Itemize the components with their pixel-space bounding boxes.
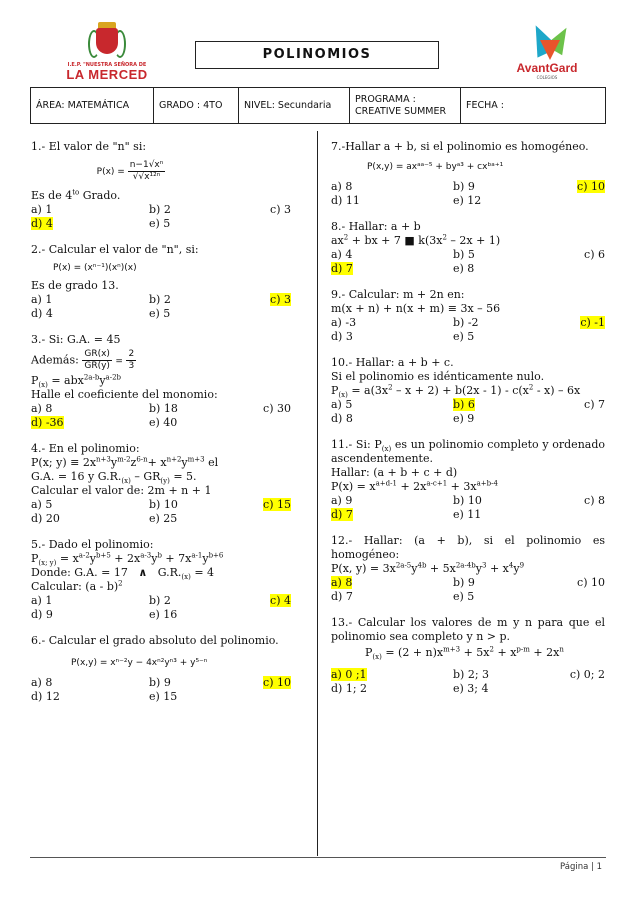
q1-formula-lhs: P(x) = <box>96 167 125 177</box>
school-name: LA MERCED <box>66 67 148 82</box>
q3-frac-eq: = <box>115 356 123 367</box>
q8-option-b: b) 5 <box>453 248 475 261</box>
q7-option-c: c) 10 <box>577 180 605 193</box>
q11-option-e: e) 11 <box>453 508 482 521</box>
q11-option-c: c) 8 <box>584 494 605 507</box>
page-title: POLINOMIOS <box>262 47 372 62</box>
q1-option-e: e) 5 <box>149 217 171 230</box>
q2-text: Es de grado 13. <box>31 279 119 292</box>
q12-option-e: e) 5 <box>453 590 475 603</box>
q2-option-c: c) 3 <box>270 293 291 306</box>
q3-statement: 3.- Si: G.A. = 45 <box>31 333 121 346</box>
q5-text: Donde: G.A. = 17 ∧ $G.R._{(x)} = 4$ <box>31 566 215 582</box>
q7-options <box>331 180 605 208</box>
q1-statement: 1.- El valor de "n" si: <box>31 140 147 153</box>
q13-option-d: d) 1; 2 <box>331 682 368 695</box>
q8-option-a: a) 4 <box>331 248 353 261</box>
q3-options <box>31 402 291 430</box>
q1-option-d: d) 4 <box>31 217 53 230</box>
q12-statement: 12.- Hallar: (a + b), si el polinomio es homogéneo: <box>331 534 605 561</box>
school-logo <box>52 20 162 86</box>
q11-text2: $P(x) = x^{a+d-1} + 2x^{a-c+1} + 3x^{a+b-4}$ <box>331 479 498 493</box>
q9-option-a: a) -3 <box>331 316 357 329</box>
q7-formula: P(x,y) = axᵃᵃ⁻⁵ + byᵃ³ + cxᵇᵃ⁺¹ <box>367 162 504 172</box>
q6-options <box>31 676 291 704</box>
q12-options <box>331 576 605 604</box>
q1-option-b: b) 2 <box>149 203 171 216</box>
q10-options <box>331 398 605 426</box>
q4-text: G.A. = 16 y $G.R._{(x)} - GR_{(y)} = 5$. <box>31 470 197 486</box>
q5-option-b: b) 2 <box>149 594 171 607</box>
q7-option-a: a) 8 <box>331 180 353 193</box>
q3-ademas: Además: <box>31 353 79 367</box>
question-4 <box>31 442 291 526</box>
q2-option-e: e) 5 <box>149 307 171 320</box>
q1-text: Es de $4^{to}$ Grado. <box>31 188 121 202</box>
q3-fraction-value <box>126 349 136 372</box>
q12-option-d: d) 7 <box>331 590 353 603</box>
question-1 <box>31 140 291 231</box>
q13-option-c: c) 0; 2 <box>569 668 605 681</box>
q3-option-c: c) 30 <box>263 402 291 415</box>
q10-statement: 10.- Hallar: a + b + c. <box>331 356 454 369</box>
q5-statement: 5.- Dado el polinomio: <box>31 538 154 551</box>
q1-option-a: a) 1 <box>31 203 53 216</box>
question-9 <box>331 288 605 344</box>
q2-option-d: d) 4 <box>31 307 53 320</box>
q2-option-a: a) 1 <box>31 293 53 306</box>
q1-frac-den: √√x¹²ⁿ <box>132 172 161 182</box>
question-11 <box>331 438 605 522</box>
q4-options <box>31 498 291 526</box>
q5-options <box>31 594 291 622</box>
q8-statement: 8.- Hallar: a + b <box>331 220 421 233</box>
q5-option-c: c) 4 <box>270 594 291 607</box>
question-8 <box>331 220 605 276</box>
question-10 <box>331 356 605 426</box>
q5-text2: Calcular: (a - b)$^2$ <box>31 579 123 593</box>
q11-options <box>331 494 605 522</box>
q12-text: P(x, $y) = 3x^{2a-5}y^{4b} + 5x^{2a-4b}y^3 + x^4y^9$ <box>331 561 525 575</box>
q9-option-b: b) -2 <box>453 316 479 329</box>
q9-option-c: c) -1 <box>580 316 605 329</box>
crest-icon <box>88 20 126 60</box>
q6-option-c: c) 10 <box>263 676 291 689</box>
fecha-cell: FECHA : <box>461 88 606 124</box>
q3-val-den: 3 <box>128 361 135 371</box>
q1-fraction <box>128 160 166 183</box>
q10-option-a: a) 5 <box>331 398 353 411</box>
q13-statement: 13.- Calcular los valores de m y n para que el polinomio sea completo y n > p. <box>331 616 605 643</box>
q11-text: Hallar: (a + b + c + d) <box>331 466 458 479</box>
q3-frac-num: GR(x) <box>84 349 110 359</box>
q2-options <box>31 293 291 321</box>
q6-statement: 6.- Calcular el grado absoluto del polinomio. <box>31 634 279 647</box>
brand-name: AvantGard <box>516 61 578 75</box>
q7-option-b: b) 9 <box>453 180 475 193</box>
brand-sub: COLEGIOS <box>536 75 558 80</box>
programa-cell <box>350 88 461 124</box>
q5-option-a: a) 1 <box>31 594 53 607</box>
q13-option-b: b) 2; 3 <box>453 668 490 681</box>
question-12 <box>331 534 605 604</box>
q2-option-b: b) 2 <box>149 293 171 306</box>
info-table <box>30 87 606 124</box>
question-2 <box>31 243 291 321</box>
q10-text2: $P_{(x)} = a(3x^2 - x + 2) + b(2x - 1) - c(x^2 - x) - 6x$ <box>331 383 581 400</box>
q11-option-d: d) 7 <box>331 508 353 521</box>
q6-option-b: b) 9 <box>149 676 171 689</box>
q7-option-d: d) 11 <box>331 194 360 207</box>
title-box <box>195 41 439 69</box>
q2-statement: 2.- Calcular el valor de "n", si: <box>31 243 199 256</box>
q8-option-d: d) 7 <box>331 262 353 275</box>
grado-cell: GRADO : 4TO <box>154 88 239 124</box>
q5-poly: $P_{(x; y)} = x^{a-2}y^{b+5} + 2x^{a-3}y^b + 7x^{a-1}y^{b+6}$ <box>31 551 224 568</box>
area-cell: ÁREA: MATEMÁTICA <box>31 88 154 124</box>
q4-poly: P(x; $y) \equiv 2x^{n+3}y^{m-2}z^{6-n}+ x^{n+2}y^{m+3}$ el <box>31 455 219 469</box>
q7-statement: 7.-Hallar a + b, si el polinomio es homogéneo. <box>331 140 589 153</box>
q3-option-d: d) -36 <box>31 416 64 429</box>
q6-option-e: e) 15 <box>149 690 178 703</box>
left-column <box>31 140 291 716</box>
q8-text: $ax^2$ + bx + 7 ■ $k(3x^2 - 2x + 1)$ <box>331 233 501 247</box>
q12-option-a: a) 8 <box>331 576 353 589</box>
q13-option-e: e) 3; 4 <box>453 682 489 695</box>
q9-option-e: e) 5 <box>453 330 475 343</box>
q3-val-num: 2 <box>128 349 135 359</box>
q10-option-b: b) 6 <box>453 398 475 411</box>
q9-text: m(x + n) + n(x + m) ≡ 3x – 56 <box>331 302 501 315</box>
q6-option-a: a) 8 <box>31 676 53 689</box>
q6-option-d: d) 12 <box>31 690 60 703</box>
q1-frac-num: n−1√xⁿ <box>129 160 164 170</box>
q4-option-a: a) 5 <box>31 498 53 511</box>
column-divider <box>317 131 318 856</box>
q7-option-e: e) 12 <box>453 194 482 207</box>
q5-option-d: d) 9 <box>31 608 53 621</box>
q12-option-b: b) 9 <box>453 576 475 589</box>
q10-option-d: d) 8 <box>331 412 353 425</box>
question-6 <box>31 634 291 704</box>
q10-option-e: e) 9 <box>453 412 475 425</box>
q3-text: Halle el coeficiente del monomio: <box>31 388 218 401</box>
q3-frac-den: GR(y) <box>84 361 110 371</box>
q1-option-c: c) 3 <box>270 203 291 216</box>
q12-option-c: c) 10 <box>577 576 605 589</box>
nivel-cell: NIVEL: Secundaria <box>239 88 350 124</box>
school-name-small: I.E.P. "NUESTRA SEÑORA DE <box>67 62 147 68</box>
q1-formula <box>31 160 291 183</box>
q9-options <box>331 316 605 344</box>
q3-poly: $P_{(x)} = abx^{2a-b}y^{a-2b}$ <box>31 373 122 390</box>
q1-options <box>31 203 291 231</box>
question-13 <box>331 616 605 696</box>
q6-formula: P(x,y) = xⁿ⁻²y − 4xⁿ²yⁿ³ + y⁵⁻ⁿ <box>71 658 208 668</box>
q11-statement: 11.- Si: $P_{(x)}$ es un polinomio completo y ordenado ascendentemente. <box>331 438 605 465</box>
q3-ratio <box>31 349 291 372</box>
q13-text: $P_{(x)} = (2 + n)x^{m+3} + 5x^2 + x^{p-m} + 2x^n$ <box>365 645 564 662</box>
q8-option-c: c) 6 <box>584 248 605 261</box>
q4-option-c: c) 15 <box>263 498 291 511</box>
question-3 <box>31 333 291 430</box>
q4-option-e: e) 25 <box>149 512 178 525</box>
q8-options <box>331 248 605 276</box>
q10-text: Si el polinomio es idénticamente nulo. <box>331 370 545 383</box>
brand-logo <box>502 22 592 88</box>
q11-option-b: b) 10 <box>453 494 482 507</box>
programa-label: PROGRAMA : <box>355 93 416 105</box>
q3-fraction <box>82 349 112 372</box>
q4-statement: 4.- En el polinomio: <box>31 442 140 455</box>
programa-value: CREATIVE SUMMER <box>355 105 447 117</box>
q11-option-a: a) 9 <box>331 494 353 507</box>
q4-option-b: b) 10 <box>149 498 178 511</box>
page-number: Página | 1 <box>560 862 602 872</box>
q3-option-a: a) 8 <box>31 402 53 415</box>
q3-option-b: b) 18 <box>149 402 178 415</box>
q4-option-d: d) 20 <box>31 512 60 525</box>
question-7 <box>331 140 605 208</box>
q4-text2: Calcular el valor de: 2m + n + 1 <box>31 484 212 497</box>
question-5 <box>31 538 291 622</box>
q3-option-e: e) 40 <box>149 416 178 429</box>
q10-option-c: c) 7 <box>584 398 605 411</box>
footer-divider <box>30 857 606 858</box>
q13-options <box>331 668 605 696</box>
q9-option-d: d) 3 <box>331 330 353 343</box>
right-column <box>331 140 605 708</box>
q13-option-a: a) 0 ;1 <box>331 668 367 681</box>
q8-option-e: e) 8 <box>453 262 475 275</box>
q9-statement: 9.- Calcular: m + 2n en: <box>331 288 465 301</box>
q2-formula: P(x) = (xⁿ⁻¹)(xⁿ)(x) <box>53 263 137 273</box>
bird-icon <box>512 22 582 62</box>
q5-option-e: e) 16 <box>149 608 178 621</box>
